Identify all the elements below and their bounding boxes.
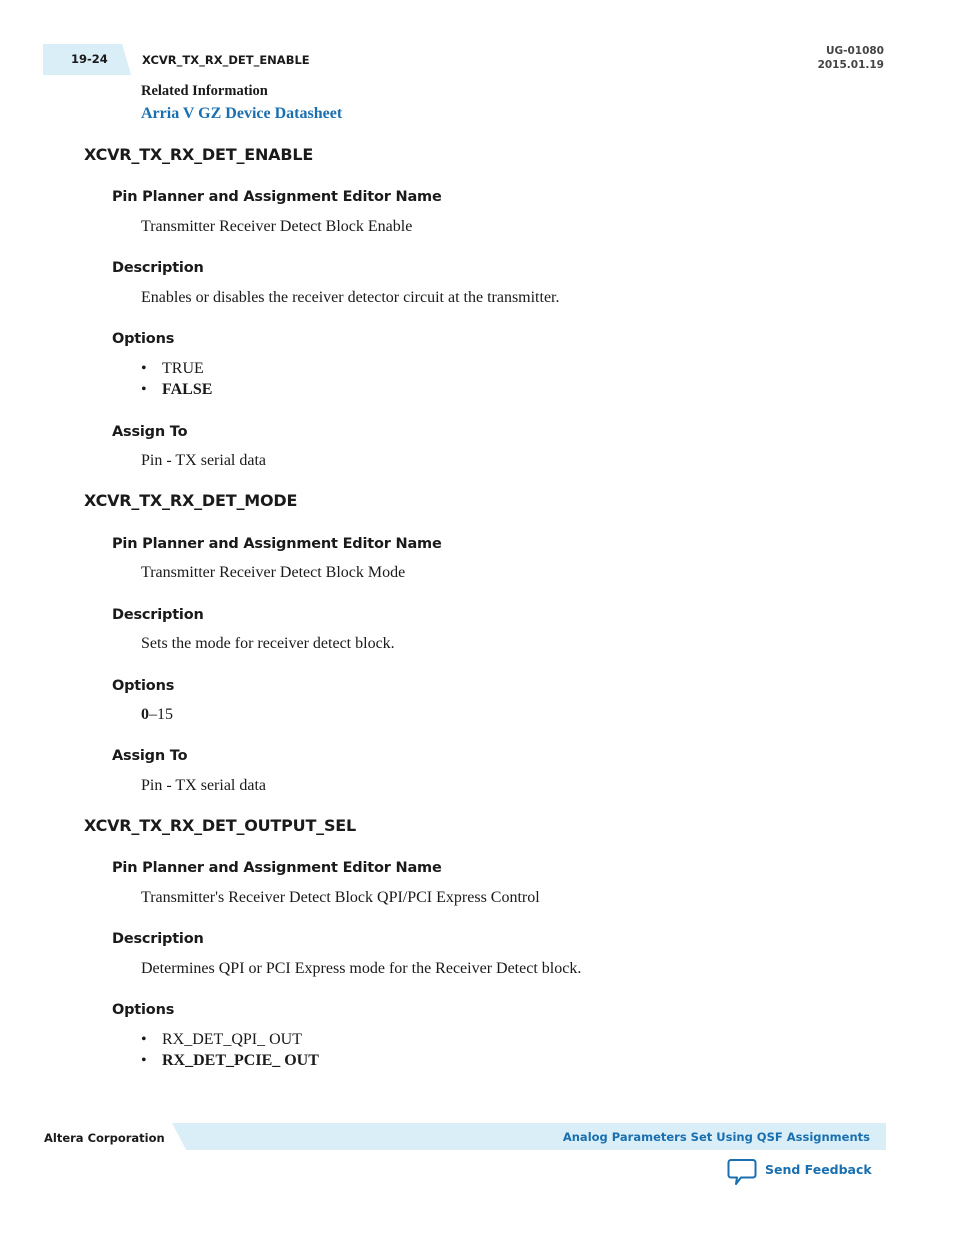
page-number: 19-24 [71, 52, 108, 66]
option-pcie-default: RX_DET_PCIE_ OUT [162, 1052, 319, 1069]
description-text: Sets the mode for receiver detect block. [141, 635, 395, 652]
options-range-end: –15 [149, 706, 173, 723]
option-true: TRUE [162, 360, 204, 377]
section-title-det-mode: XCVR_TX_RX_DET_MODE [84, 491, 298, 510]
document-id: UG-01080 [825, 45, 884, 57]
assign-to-value: Pin - TX serial data [141, 777, 267, 794]
options-range-default: 0 [141, 706, 149, 723]
description-heading: Description [112, 260, 204, 276]
editor-name-value: Transmitter Receiver Detect Block Enable [141, 218, 413, 235]
assign-to-heading: Assign To [112, 424, 188, 440]
option-qpi: RX_DET_QPI_ OUT [162, 1031, 302, 1048]
options-range [141, 706, 173, 724]
editor-name-value: Transmitter Receiver Detect Block Mode [141, 564, 406, 581]
assign-to-value: Pin - TX serial data [141, 452, 267, 469]
editor-name-heading: Pin Planner and Assignment Editor Name [112, 536, 442, 552]
running-head: XCVR_TX_RX_DET_ENABLE [142, 53, 310, 67]
list-item: • RX_DET_PCIE_ OUT [141, 1052, 319, 1069]
list-item: • FALSE [141, 381, 213, 398]
section-title-det-output-sel: XCVR_TX_RX_DET_OUTPUT_SEL [84, 816, 357, 835]
options-heading: Options [112, 1002, 175, 1018]
related-information-label: Related Information [141, 83, 268, 99]
speech-bubble-icon [727, 1158, 757, 1187]
assign-to-heading: Assign To [112, 748, 188, 764]
list-item: • TRUE [141, 360, 204, 377]
options-heading: Options [112, 331, 175, 347]
document-date: 2015.01.19 [817, 59, 884, 71]
list-item: • RX_DET_QPI_ OUT [141, 1031, 302, 1048]
description-heading: Description [112, 931, 204, 947]
send-feedback-label[interactable]: Send Feedback [765, 1162, 872, 1177]
editor-name-heading: Pin Planner and Assignment Editor Name [112, 189, 442, 205]
footer-company: Altera Corporation [44, 1131, 165, 1145]
options-heading: Options [112, 678, 175, 694]
description-text: Determines QPI or PCI Express mode for the Receiver Detect block. [141, 960, 582, 977]
description-text: Enables or disables the receiver detector circuit at the transmitter. [141, 289, 560, 306]
section-title-det-enable: XCVR_TX_RX_DET_ENABLE [84, 145, 314, 164]
send-feedback-button[interactable] [727, 1158, 757, 1188]
footer-chapter-title: Analog Parameters Set Using QSF Assignments [562, 1130, 870, 1144]
option-false-default: FALSE [162, 381, 213, 398]
editor-name-heading: Pin Planner and Assignment Editor Name [112, 860, 442, 876]
description-heading: Description [112, 607, 204, 623]
editor-name-value: Transmitter's Receiver Detect Block QPI/PCI Express Control [141, 889, 540, 906]
document-meta [818, 44, 884, 72]
datasheet-link[interactable]: Arria V GZ Device Datasheet [141, 105, 343, 122]
